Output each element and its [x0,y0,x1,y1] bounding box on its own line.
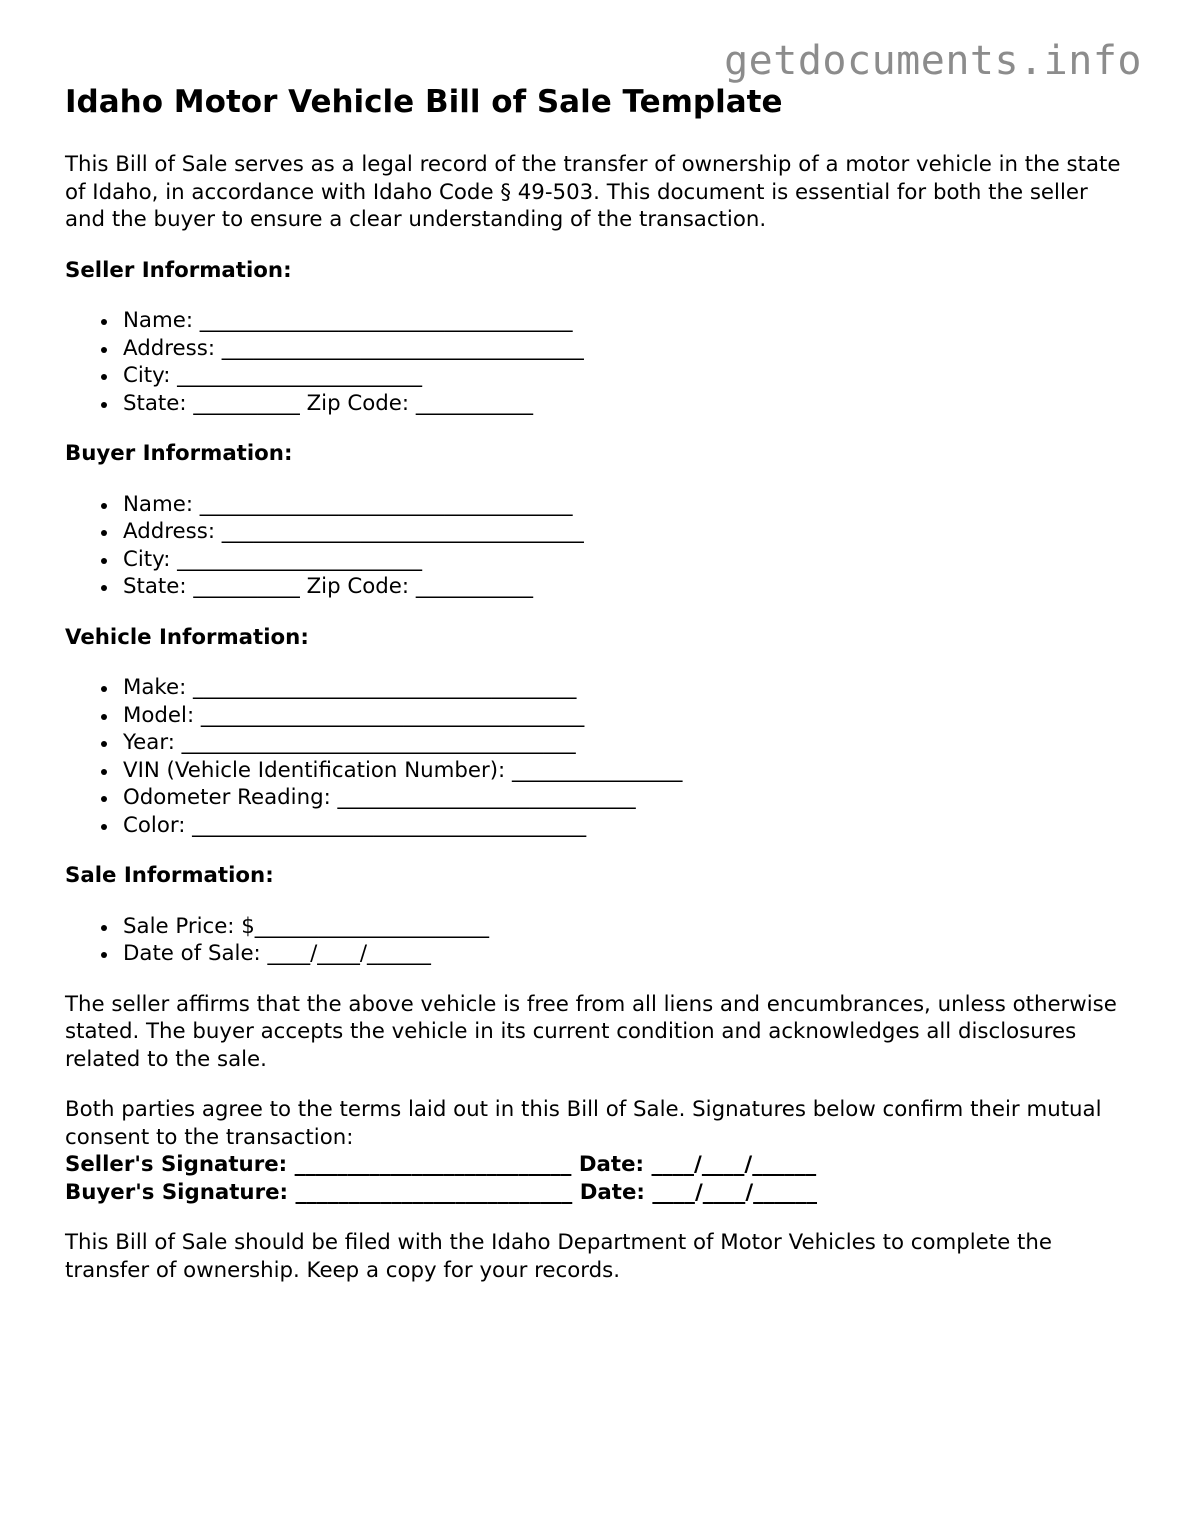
vehicle-color-field[interactable]: Color: _____________________________________ [123,812,1125,840]
sale-info-list [65,913,1125,968]
seller-info-heading: Seller Information: [65,257,292,283]
buyer-info-list [65,491,1125,601]
vehicle-year-field[interactable]: Year: _____________________________________ [123,729,1125,757]
vehicle-info-heading: Vehicle Information: [65,624,309,650]
vehicle-odometer-field[interactable]: Odometer Reading: ____________________________ [123,784,1125,812]
sale-date-field[interactable]: Date of Sale: ____/____/______ [123,940,1125,968]
seller-signature-line[interactable]: Seller's Signature: __________________________ Date: ____/____/______ [65,1152,817,1177]
buyer-state-zip-field[interactable]: State: __________ Zip Code: ___________ [123,573,1125,601]
document-title: Idaho Motor Vehicle Bill of Sale Template [65,84,783,120]
vehicle-info-list [65,674,1125,839]
vehicle-model-field[interactable]: Model: ____________________________________ [123,702,1125,730]
buyer-address-field[interactable]: Address: __________________________________ [123,518,1125,546]
intro-paragraph: This Bill of Sale serves as a legal record of the transfer of ownership of a motor vehicle in the state of Idaho, in accordance with Idaho Code § 49-503. This document is essential for both the seller and the buyer to ensure a clear understanding of the transaction. [65,152,1121,232]
document-body [65,80,1125,1284]
vehicle-vin-field[interactable]: VIN (Vehicle Identification Number): ________________ [123,757,1125,785]
seller-info-list [65,307,1125,417]
buyer-city-field[interactable]: City: _______________________ [123,546,1125,574]
buyer-signature-line[interactable]: Buyer's Signature: __________________________ Date: ____/____/______ [65,1179,817,1205]
seller-name-field[interactable]: Name: ___________________________________ [123,307,1125,335]
seller-address-field[interactable]: Address: __________________________________ [123,335,1125,363]
watermark: getdocuments.info [724,38,1142,84]
buyer-info-heading: Buyer Information: [65,441,293,466]
agreement-paragraph: Both parties agree to the terms laid out in this Bill of Sale. Signatures below confirm their mutual consent to the transaction: [65,1097,1102,1150]
sale-price-field[interactable]: Sale Price: $______________________ [123,913,1125,941]
seller-city-field[interactable]: City: _______________________ [123,362,1125,390]
closing-paragraph: This Bill of Sale should be filed with the Idaho Department of Motor Vehicles to complete the transfer of ownership. Keep a copy for your records. [65,1230,1052,1283]
buyer-name-field[interactable]: Name: ___________________________________ [123,491,1125,519]
affirmation-paragraph: The seller affirms that the above vehicle is free from all liens and encumbrances, unless otherwise stated. The buyer accepts the vehicle in its current condition and acknowledges all disclosures related to the sale. [65,991,1117,1072]
seller-state-zip-field[interactable]: State: __________ Zip Code: ___________ [123,390,1125,418]
vehicle-make-field[interactable]: Make: ____________________________________ [123,674,1125,702]
sale-info-heading: Sale Information: [65,863,274,888]
